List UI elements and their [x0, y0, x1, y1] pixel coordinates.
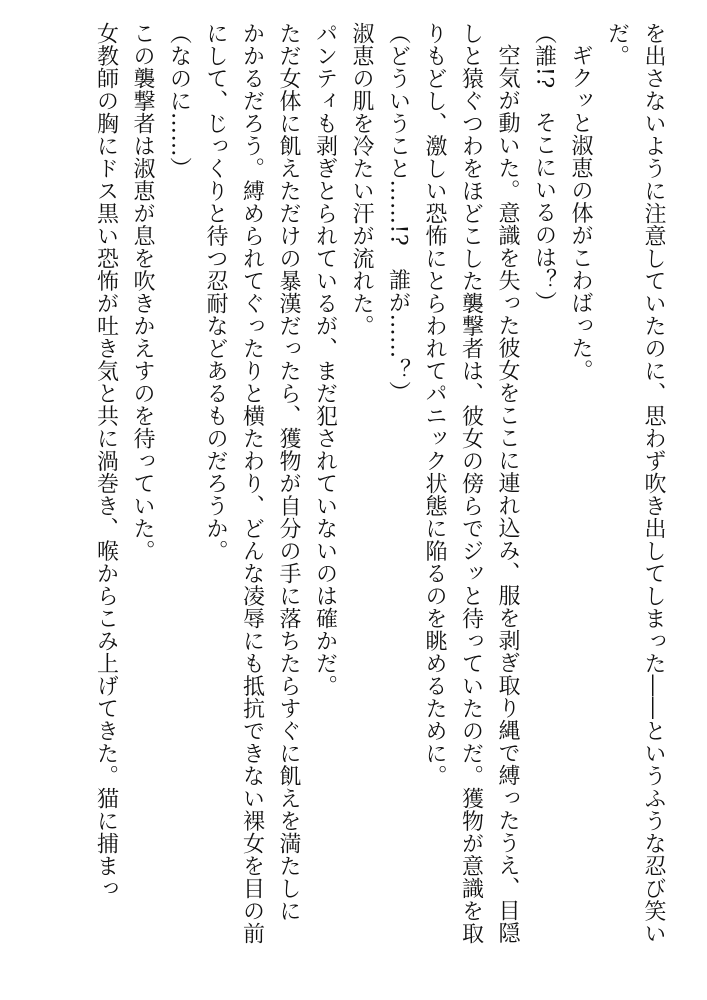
- text-line-6: しと猿ぐつわをほどこした襲撃者は、彼女の傍らでジッと待っていたのだ。獲物が意識を取: [458, 22, 484, 945]
- text-line-8: （どういうこと……!? 誰が……？）: [385, 22, 411, 404]
- text-line-9: 淑恵の肌を冷たい汗が流れた。: [349, 22, 374, 337]
- vertical-text-body: [21, 22, 671, 982]
- text-line-12: かかるだろう。縛められてぐったりと横たわり、どんな凌辱にも抵抗できない裸女を目の前: [239, 22, 265, 945]
- text-line-4: （誰!? そこにいるのは？）: [531, 22, 557, 314]
- text-line-11: ただ女体に飢えただけの暴漢だったら、獲物が自分の手に落ちたらすぐに飢えを満たしに: [276, 22, 301, 922]
- text-line-16: 女教師の胸にドス黒い恐怖が吐き気と共に渦巻き、喉からこみ上げてきた。猫に捕まっ: [93, 22, 119, 900]
- text-line-15: この襲撃者は淑恵が息を吹きかえすのを待っていた。: [130, 22, 155, 562]
- text-line-5: 空気が動いた。意識を失った彼女をここに連れ込み、服を剥ぎ取り縄で縛ったうえ、目隠: [495, 44, 520, 944]
- text-line-3: ギクッと淑恵の体がこわばった。: [568, 44, 593, 382]
- text-line-10: パンティも剥ぎとられているが、まだ犯されていないのは確かだ。: [312, 22, 338, 697]
- text-line-14: （なのに……）: [166, 22, 192, 180]
- text-line-13: にして、じっくりと待つ忍耐などあるものだろうか。: [203, 22, 228, 562]
- text-line-1: を出さないように注意していたのに、思わず吹き出してしまった――というふうな忍び笑い: [641, 22, 666, 945]
- text-line-7: りもどし、激しい恐怖にとらわれてパニック状態に陥るのを眺めるために。: [422, 22, 447, 787]
- text-line-2: だ。: [604, 22, 630, 67]
